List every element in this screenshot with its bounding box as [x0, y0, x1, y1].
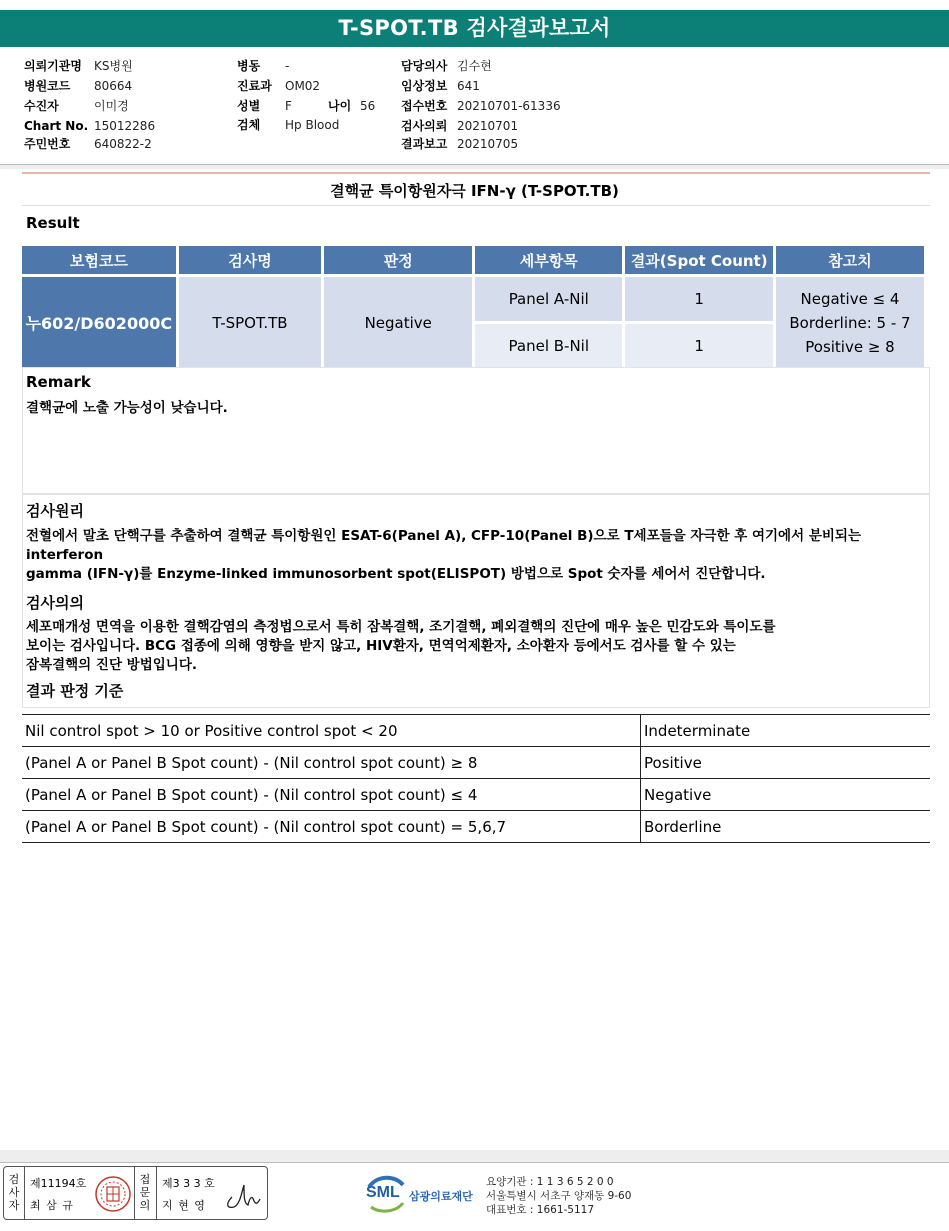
age-label: 나이: [328, 99, 352, 113]
significance-text: [26, 618, 921, 675]
column-header: 검사명: [179, 246, 322, 274]
approver-label: [138, 1173, 152, 1212]
header-label: 임상정보: [401, 79, 448, 93]
header-value: 20210701-61336: [457, 99, 561, 113]
criteria-condition: Nil control spot > 10 or Positive control spot < 20: [22, 715, 641, 747]
org-info: [486, 1175, 631, 1217]
spot-count: 1: [625, 277, 773, 321]
header-value: 20210705: [457, 137, 519, 151]
insurance-code: 누602/D602000C: [22, 277, 176, 368]
header-divider-shade: [0, 165, 949, 169]
org-info-line: 요양기관 : 1 1 3 6 5 2 0 0: [486, 1176, 614, 1188]
column-header: 세부항목: [475, 246, 622, 274]
spot-count: 1: [625, 324, 773, 368]
result-table: [19, 243, 927, 371]
patient-info-block: [24, 55, 924, 155]
column-header: 결과(Spot Count): [625, 246, 773, 274]
criteria-condition: (Panel A or Panel B Spot count) - (Nil control spot count) = 5,6,7: [22, 811, 641, 843]
significance-line: 잠복결핵의 진단 방법입니다.: [26, 657, 198, 673]
report-subtitle: 결핵균 특이항원자극 IFN-γ (T-SPOT.TB): [330, 182, 619, 200]
criteria-heading: 결과 판정 기준: [26, 682, 124, 700]
significance-line: 보이는 검사입니다. BCG 접종에 의해 영향을 받지 않고, HIV환자, 면역억제환자, 소아환자 등에서도 검사를 할 수 있는: [26, 638, 736, 654]
column-header: 참고치: [776, 246, 924, 274]
org-name: 삼광의료재단: [409, 1190, 473, 1203]
org-info-line: 대표번호 : 1661-5117: [486, 1204, 595, 1216]
criteria-result: Indeterminate: [641, 715, 931, 747]
header-value: 이미경: [94, 99, 129, 113]
criteria-table: [22, 714, 930, 843]
remark-heading: Remark: [26, 373, 91, 391]
subtitle-rule: [22, 172, 930, 174]
header-label: 접수번호: [401, 99, 448, 113]
criteria-condition: (Panel A or Panel B Spot count) - (Nil control spot count) ≥ 8: [22, 747, 641, 779]
column-header: 판정: [324, 246, 472, 274]
age-value: 56: [360, 99, 376, 113]
judgment: Negative: [324, 277, 472, 368]
approver-label-char: 의: [139, 1199, 151, 1212]
org-info-line: 서울특별시 서초구 양재동 9-60: [486, 1190, 632, 1202]
criteria-result: Positive: [641, 747, 931, 779]
header-label: 주민번호: [24, 137, 71, 151]
reference-range: [776, 277, 924, 368]
table-row: [22, 779, 930, 811]
approver-name: 지 현 영: [162, 1199, 206, 1212]
header-label: 결과보고: [401, 137, 448, 151]
inspector-number: 제11194호: [30, 1177, 87, 1190]
reference-line: Borderline: 5 - 7: [789, 313, 911, 332]
report-title: T-SPOT.TB 검사결과보고서: [0, 10, 949, 47]
header-value: 김수현: [457, 59, 492, 73]
principle-text: [26, 527, 921, 584]
reference-line: Negative ≤ 4: [800, 289, 900, 308]
subtitle-divider: [22, 205, 930, 206]
column-header: 보험코드: [22, 246, 176, 274]
approver-label-char: 문: [139, 1186, 151, 1199]
approver-label-char: 접: [139, 1173, 151, 1186]
header-value: 640822-2: [94, 137, 152, 151]
significance-heading: 검사의의: [26, 594, 84, 612]
header-value: 15012286: [94, 119, 156, 133]
table-row: [22, 277, 924, 321]
header-label: 의뢰기관명: [24, 59, 82, 73]
table-row: [22, 811, 930, 843]
principle-line: 전혈에서 말초 단핵구를 추출하여 결핵균 특이항원인 ESAT-6(Panel A), CFP-10(Panel B)으로 T세포들을 자극한 후 여기에서 분비되는: [26, 528, 862, 544]
header-value: -: [285, 59, 290, 73]
test-name: T-SPOT.TB: [179, 277, 322, 368]
significance-line: 세포매개성 면역을 이용한 결핵감염의 측정법으로서 특히 잠복결핵, 조기결핵, 폐외결핵의 진단에 매우 높은 민감도와 특이도를: [26, 619, 776, 635]
header-label: 병동: [237, 59, 261, 73]
header-label: 수진자: [24, 99, 59, 113]
header-value: 80664: [94, 79, 133, 93]
result-heading: Result: [26, 214, 80, 232]
header-value: OM02: [285, 79, 321, 93]
header-label: 담당의사: [401, 59, 448, 73]
inspector-label-char: 사: [8, 1186, 20, 1199]
inspector-label: [7, 1173, 21, 1212]
sml-logo: [365, 1173, 505, 1217]
criteria-result: Borderline: [641, 811, 931, 843]
header-label: 검사의뢰: [401, 119, 448, 133]
inspector-label-char: 검: [8, 1173, 20, 1186]
footer-divider-shade: [0, 1150, 949, 1162]
header-value: F: [285, 99, 292, 113]
header-label: 진료과: [237, 79, 272, 93]
header-value: 20210701: [457, 119, 519, 133]
approver-number: 제3 3 3 호: [162, 1177, 215, 1190]
criteria-condition: (Panel A or Panel B Spot count) - (Nil control spot count) ≤ 4: [22, 779, 641, 811]
result-header-row: [22, 246, 924, 274]
sml-logo-text: SML: [366, 1184, 400, 1201]
principle-line: interferon: [26, 547, 104, 563]
detail-item: Panel A-Nil: [475, 277, 622, 321]
signature-box: [3, 1166, 268, 1220]
reference-line: Positive ≥ 8: [805, 337, 895, 356]
header-value: 641: [457, 79, 480, 93]
remark-box: [22, 367, 930, 494]
table-row: [22, 715, 930, 747]
signature-divider: [156, 1167, 157, 1219]
principle-heading: 검사원리: [26, 502, 84, 520]
signature-divider: [134, 1167, 135, 1219]
signature-divider: [24, 1167, 25, 1219]
detail-item: Panel B-Nil: [475, 324, 622, 368]
header-value: Hp Blood: [285, 118, 340, 132]
remark-text: 결핵균에 노출 가능성이 낮습니다.: [26, 400, 228, 416]
header-value: KS병원: [94, 59, 133, 73]
inspector-name: 최 삼 규: [30, 1199, 74, 1212]
header-label: Chart No.: [24, 119, 89, 133]
seal-icon: [94, 1175, 132, 1213]
footer-divider: [0, 1162, 949, 1163]
principle-line: gamma (IFN-γ)를 Enzyme-linked immunosorbent spot(ELISPOT) 방법으로 Spot 숫자를 세어서 진단합니다.: [26, 566, 766, 582]
inspector-label-char: 자: [8, 1199, 20, 1212]
header-label: 검체: [237, 118, 261, 132]
table-row: [22, 747, 930, 779]
header-label: 성별: [237, 99, 261, 113]
criteria-result: Negative: [641, 779, 931, 811]
header-label: 병원코드: [24, 79, 71, 93]
signature-scribble-icon: [224, 1177, 264, 1211]
